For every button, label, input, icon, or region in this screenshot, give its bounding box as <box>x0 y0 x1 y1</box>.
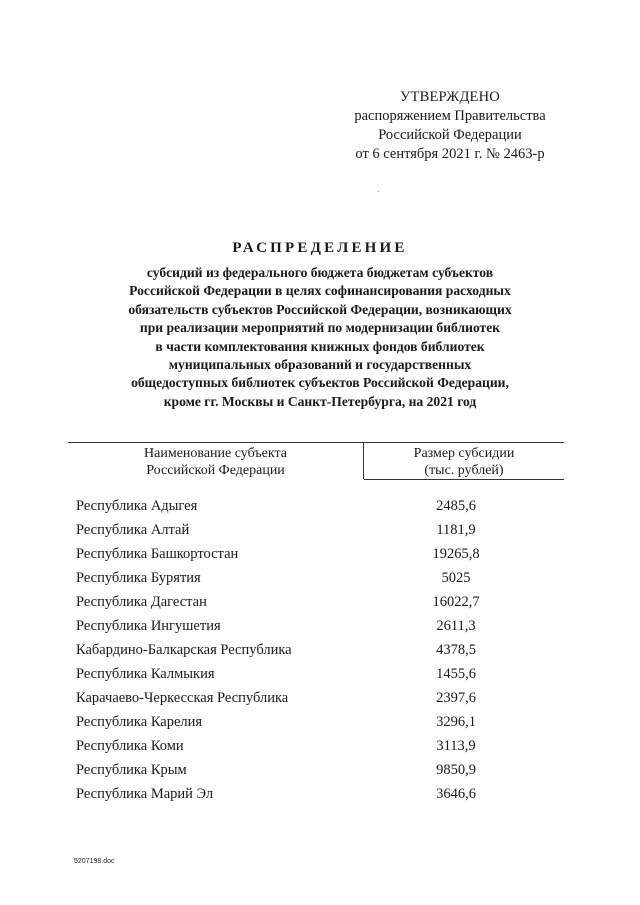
subsidy-amount: 5025 <box>441 570 471 586</box>
region-name: Республика Крым <box>76 762 187 778</box>
table-row <box>76 566 564 590</box>
region-name: Республика Марий Эл <box>76 786 214 802</box>
table-row <box>76 494 564 518</box>
table-row <box>76 782 564 806</box>
subsidy-amount: 9850,9 <box>436 762 476 778</box>
scan-speck <box>378 191 379 192</box>
subsidy-amount: 19265,8 <box>432 546 480 562</box>
document-file-id: 5207198.doc <box>74 858 115 865</box>
column-header-amount-line-1: Размер субсидии <box>413 446 515 461</box>
subsidy-amount: 3296,1 <box>436 714 476 730</box>
region-name: Республика Алтай <box>76 522 190 538</box>
region-name: Республика Бурятия <box>76 570 201 586</box>
column-header-amount <box>364 445 564 479</box>
table-row <box>76 518 564 542</box>
region-name: Карачаево-Черкесская Республика <box>76 690 289 706</box>
table-header <box>68 442 564 479</box>
region-name: Республика Дагестан <box>76 594 207 610</box>
region-name: Республика Калмыкия <box>76 666 215 682</box>
approval-heading: УТВЕРЖДЕНО <box>400 89 500 105</box>
table-row <box>76 614 564 638</box>
region-name: Кабардино-Балкарская Республика <box>76 642 292 658</box>
region-name: Республика Ингушетия <box>76 618 221 634</box>
document-subtitle <box>100 264 540 411</box>
header-underline <box>364 479 564 480</box>
subsidy-amount: 1181,9 <box>436 522 476 538</box>
table-row <box>76 662 564 686</box>
subsidy-amount: 3113,9 <box>436 738 476 754</box>
subsidy-amount: 1455,6 <box>436 666 476 682</box>
subsidy-amount: 2397,6 <box>436 690 476 706</box>
column-header-name-line-2: Российской Федерации <box>146 463 285 478</box>
table-body <box>76 494 564 806</box>
approval-line-2: Российской Федерации <box>378 127 522 143</box>
table-row <box>76 638 564 662</box>
region-name: Республика Башкортостан <box>76 546 239 562</box>
column-header-name-line-1: Наименование субъекта <box>144 446 287 461</box>
approval-block <box>330 88 570 164</box>
subtitle-line: обязательств субъектов Российской Федерации, возникающих <box>128 301 512 317</box>
subtitle-line: муниципальных образований и государственных <box>168 357 472 373</box>
subsidy-amount: 4378,5 <box>436 642 476 658</box>
table-row <box>76 686 564 710</box>
table-row <box>76 590 564 614</box>
region-name: Республика Коми <box>76 738 184 754</box>
subtitle-line: кроме гг. Москвы и Санкт-Петербурга, на 2021 год <box>163 393 477 409</box>
table-row <box>76 542 564 566</box>
approval-line-3: от 6 сентября 2021 г. № 2463-р <box>355 146 545 162</box>
table-row <box>76 758 564 782</box>
approval-line-1: распоряжением Правительства <box>354 108 546 124</box>
subtitle-line: общедоступных библиотек субъектов Российской Федерации, <box>131 375 509 391</box>
column-header-name <box>68 445 363 479</box>
table-row <box>76 734 564 758</box>
subtitle-line: при реализации мероприятий по модернизации библиотек <box>139 320 501 336</box>
subsidy-amount: 16022,7 <box>432 594 480 610</box>
subsidy-amount: 2611,3 <box>436 618 476 634</box>
column-header-amount-line-2: (тыс. рублей) <box>424 463 504 478</box>
subtitle-line: в части комплектования книжных фондов библиотек <box>155 338 485 354</box>
subtitle-line: субсидий из федерального бюджета бюджетам субъектов <box>146 265 494 280</box>
table-row <box>76 710 564 734</box>
subsidy-amount: 3646,6 <box>436 786 476 802</box>
subsidy-amount: 2485,6 <box>436 498 476 514</box>
region-name: Республика Адыгея <box>76 498 198 514</box>
subtitle-line: Российской Федерации в целях софинансирования расходных <box>129 283 511 299</box>
region-name: Республика Карелия <box>76 714 203 730</box>
document-title: РАСПРЕДЕЛЕНИЕ <box>232 240 408 256</box>
